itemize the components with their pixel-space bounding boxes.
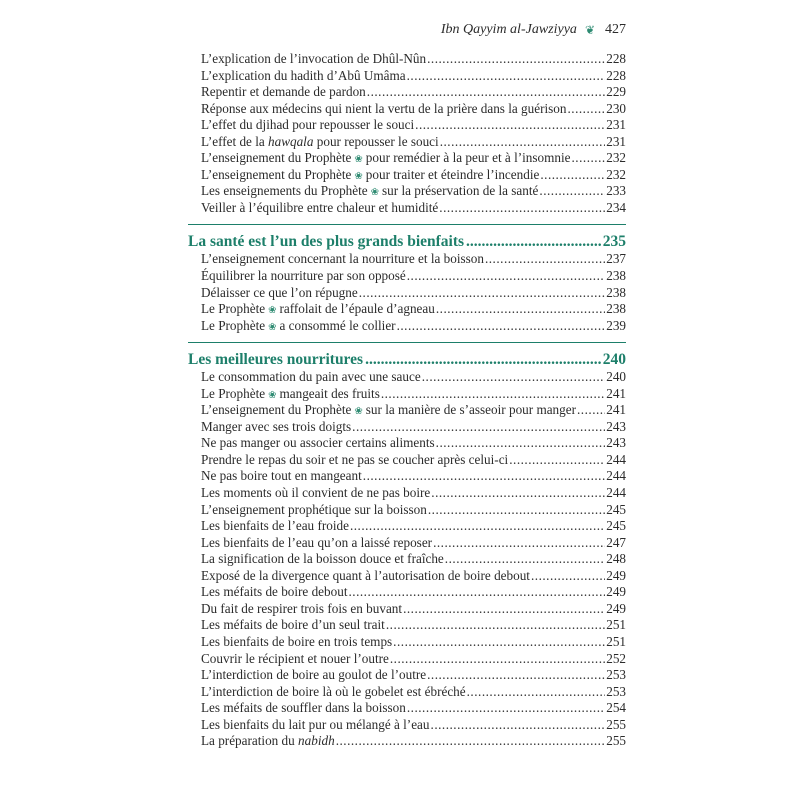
leader-dots (531, 568, 605, 585)
entry-title (201, 601, 402, 618)
entry-title (201, 584, 347, 601)
entry-page: 234 (606, 199, 626, 215)
entry-text: Les bienfaits de l’eau qu’on a laissé reposer (201, 534, 433, 550)
entry-title (201, 435, 435, 452)
entry-text: sur la manière de s’asseoir pour manger (365, 402, 576, 418)
toc-entry[interactable] (188, 402, 626, 419)
entry-text: Équilibrer la nourriture par son opposé (201, 268, 406, 284)
toc-entry[interactable] (188, 584, 626, 601)
entry-text: raffolait de l’épaule d’agneau (279, 301, 435, 317)
leader-dots (352, 419, 605, 436)
entry-text: L’explication du hadith d’Abû Umâma (201, 67, 406, 83)
leader-dots (540, 167, 605, 184)
leader-dots (350, 518, 605, 535)
entry-page: 238 (606, 268, 626, 284)
leader-dots (567, 101, 605, 118)
leader-dots (466, 232, 601, 251)
entry-title (201, 402, 576, 419)
entry-text: pour traiter et éteindre l’incendie (365, 166, 540, 182)
entry-title (201, 568, 530, 585)
entry-page: 244 (606, 485, 626, 501)
entry-text: Ne pas boire tout en mangeant (201, 468, 362, 484)
leader-dots (381, 386, 605, 403)
running-title: Ibn Qayyim al-Jawziyya (440, 22, 577, 37)
toc-entry[interactable] (188, 301, 626, 318)
honorific-glyph-icon: ❀ (268, 305, 277, 317)
leader-dots (393, 634, 605, 651)
toc-entry[interactable] (188, 183, 626, 200)
entry-page: 228 (606, 51, 626, 66)
entry-page: 230 (606, 100, 626, 116)
entry-page: 229 (606, 84, 626, 100)
toc-entry[interactable] (188, 535, 626, 552)
toc-entry[interactable] (188, 369, 626, 386)
entry-page: 253 (606, 683, 626, 699)
leader-dots (365, 350, 601, 369)
entry-page: 228 (606, 67, 626, 83)
leader-dots (467, 684, 606, 701)
leader-dots (363, 468, 605, 485)
leader-dots (431, 485, 605, 502)
leader-dots (440, 134, 606, 151)
leader-dots (422, 369, 606, 386)
toc-entry[interactable] (188, 68, 626, 85)
entry-title (201, 452, 508, 469)
leader-dots (390, 651, 605, 668)
leader-dots (433, 535, 605, 552)
entry-text: pour remédier à la peur et à l’insomnie (365, 150, 571, 166)
entry-text: Du fait de respirer trois fois en buvant (201, 600, 403, 616)
entry-text: L’explication de l’invocation de Dhûl-Nûn (201, 51, 427, 66)
toc-entry[interactable] (188, 684, 626, 701)
toc-entry[interactable] (188, 485, 626, 502)
toc-entry[interactable] (188, 700, 626, 717)
toc-entry[interactable] (188, 84, 626, 101)
entry-title (201, 634, 392, 651)
leader-dots (427, 667, 605, 684)
toc-entry[interactable] (188, 167, 626, 184)
entry-title (201, 167, 539, 184)
entry-text: L’enseignement prophétique sur la boisson (201, 501, 427, 517)
leaf-ornament-icon: ❦ (584, 22, 595, 37)
entry-text: Le Prophète (201, 301, 266, 317)
leader-dots (436, 435, 606, 452)
toc-entry[interactable] (188, 150, 626, 167)
leader-dots (485, 251, 605, 268)
entry-title (201, 386, 380, 403)
entry-title (201, 733, 335, 750)
honorific-glyph-icon: ❀ (354, 170, 363, 182)
entry-title (201, 468, 362, 485)
entry-page: 231 (606, 117, 626, 133)
entry-text: Ne pas manger ou associer certains aliments (201, 435, 435, 451)
entry-title (201, 684, 466, 701)
entry-title (201, 700, 406, 717)
entry-title (201, 101, 566, 118)
toc-group-3 (188, 369, 626, 750)
entry-text: Les bienfaits de l’eau froide (201, 518, 349, 534)
leader-dots (397, 318, 606, 335)
section-title: Les meilleures nourritures (188, 351, 364, 369)
entry-title (201, 285, 358, 302)
entry-title (201, 485, 430, 502)
leader-dots (367, 84, 605, 101)
entry-text: a consommé le collier (279, 317, 396, 333)
entry-page: 245 (606, 518, 626, 534)
entry-page: 251 (606, 617, 626, 633)
toc-entry[interactable] (188, 101, 626, 118)
entry-text: Le Prophète (201, 317, 266, 333)
entry-text: Les bienfaits du lait pur ou mélangé à l’eau (201, 716, 430, 732)
leader-dots (539, 183, 605, 200)
entry-text: L’enseignement du Prophète (201, 150, 352, 166)
toc-entry[interactable] (188, 251, 626, 268)
entry-title (201, 535, 432, 552)
leader-dots (439, 200, 605, 217)
entry-page: 233 (606, 183, 626, 199)
entry-page: 253 (606, 667, 626, 683)
toc-group-2 (188, 251, 626, 334)
entry-text: Le consommation du pain avec une sauce (201, 369, 421, 385)
toc-entry[interactable] (188, 134, 626, 151)
honorific-glyph-icon: ❀ (268, 389, 277, 401)
entry-text: mangeait des fruits (279, 385, 380, 401)
entry-text: Les méfaits de souffler dans la boisson (201, 700, 406, 716)
leader-dots (427, 51, 605, 68)
spacer (188, 216, 626, 224)
entry-text: L’interdiction de boire là où le gobelet est ébréché (201, 683, 466, 699)
entry-page: 239 (606, 317, 626, 333)
leader-dots (431, 717, 606, 734)
entry-page: 231 (606, 133, 626, 149)
entry-page: 237 (606, 251, 626, 267)
entry-text: Manger avec ses trois doigts (201, 418, 352, 434)
entry-title (201, 268, 406, 285)
entry-title (201, 68, 406, 85)
toc-entry[interactable] (188, 435, 626, 452)
spacer (188, 334, 626, 342)
entry-text: Les méfaits de boire debout (201, 584, 348, 600)
toc-entry[interactable] (188, 502, 626, 519)
entry-text: Réponse aux médecins qui nient la vertu de la prière dans la guérison (201, 100, 567, 116)
leader-dots (407, 268, 606, 285)
entry-text: Les moments où il convient de ne pas boire (201, 485, 431, 501)
entry-page: 232 (606, 150, 626, 166)
honorific-glyph-icon: ❀ (354, 154, 363, 166)
leader-dots (407, 68, 606, 85)
entry-italic-term: hawqala (268, 133, 314, 149)
entry-text: L’enseignement du Prophète (201, 402, 352, 418)
entry-page: 244 (606, 451, 626, 467)
entry-text: Le Prophète (201, 385, 266, 401)
entry-title (201, 134, 439, 151)
entry-text: Délaisser ce que l’on répugne (201, 284, 358, 300)
toc-entry[interactable] (188, 51, 626, 68)
leader-dots (403, 601, 605, 618)
leader-dots (359, 285, 606, 302)
entry-text: sur la préservation de la santé (382, 183, 539, 199)
leader-dots (428, 502, 605, 519)
toc-entry[interactable] (188, 651, 626, 668)
running-header (440, 19, 626, 41)
entry-page: 245 (606, 501, 626, 517)
entry-text: Exposé de la divergence quant à l’autorisation de boire debout (201, 567, 530, 583)
entry-text: L’effet de la (201, 133, 269, 149)
entry-title (201, 183, 538, 200)
section-page: 240 (602, 351, 626, 369)
entry-title (201, 51, 426, 68)
leader-dots (348, 584, 605, 601)
entry-text: Les bienfaits de boire en trois temps (201, 633, 393, 649)
toc-entry[interactable] (188, 634, 626, 651)
entry-title (201, 419, 351, 436)
entry-page: 248 (606, 551, 626, 567)
toc-entry[interactable] (188, 268, 626, 285)
leader-dots (509, 452, 605, 469)
section-page: 235 (602, 233, 626, 251)
entry-title (201, 617, 385, 634)
entry-page: 240 (606, 369, 626, 385)
toc-entry[interactable] (188, 386, 626, 403)
honorific-glyph-icon: ❀ (268, 321, 277, 333)
entry-page: 249 (606, 567, 626, 583)
entry-page: 243 (606, 435, 626, 451)
table-of-contents (188, 51, 626, 750)
toc-entry[interactable] (188, 617, 626, 634)
leader-dots (572, 150, 606, 167)
entry-text: Les enseignements du Prophète (201, 183, 368, 199)
leader-dots (336, 733, 606, 750)
toc-entry[interactable] (188, 117, 626, 134)
entry-page: 249 (606, 584, 626, 600)
toc-entry[interactable] (188, 667, 626, 684)
entry-title (201, 150, 571, 167)
entry-page: 247 (606, 534, 626, 550)
toc-entry[interactable] (188, 452, 626, 469)
entry-title (201, 117, 414, 134)
entry-page: 241 (606, 402, 626, 418)
page-number: 427 (605, 22, 626, 37)
entry-text: L’interdiction de boire au goulot de l’outre (201, 667, 427, 683)
toc-entry[interactable] (188, 200, 626, 217)
entry-text: La préparation du (201, 733, 299, 749)
entry-page: 254 (606, 700, 626, 716)
entry-title (201, 301, 435, 318)
leader-dots (445, 551, 605, 568)
toc-entry[interactable] (188, 551, 626, 568)
entry-text: L’enseignement du Prophète (201, 166, 352, 182)
toc-entry[interactable] (188, 285, 626, 302)
entry-italic-term: nabidh (298, 733, 335, 749)
entry-page: 232 (606, 166, 626, 182)
leader-dots (436, 301, 605, 318)
entry-page: 249 (606, 600, 626, 616)
toc-entry[interactable] (188, 419, 626, 436)
toc-entry[interactable] (188, 318, 626, 335)
entry-title (201, 551, 444, 568)
entry-page: 251 (606, 633, 626, 649)
entry-title (201, 251, 484, 268)
toc-entry[interactable] (188, 568, 626, 585)
entry-text: La signification de la boisson douce et fraîche (201, 551, 444, 567)
entry-page: 241 (606, 385, 626, 401)
entry-page: 238 (606, 284, 626, 300)
entry-title (201, 84, 366, 101)
entry-text: pour repousser le souci (313, 133, 439, 149)
toc-entry[interactable] (188, 468, 626, 485)
entry-text: Prendre le repas du soir et ne pas se coucher après celui-ci (201, 451, 509, 467)
entry-page: 255 (606, 716, 626, 732)
entry-title (201, 651, 389, 668)
entry-title (201, 518, 349, 535)
entry-page: 243 (606, 418, 626, 434)
honorific-glyph-icon: ❀ (370, 187, 380, 199)
entry-title (201, 369, 421, 386)
toc-entry[interactable] (188, 518, 626, 535)
entry-page: 244 (606, 468, 626, 484)
entry-page: 255 (606, 733, 626, 749)
leader-dots (415, 117, 605, 134)
toc-section-heading[interactable] (188, 224, 626, 251)
entry-title (201, 318, 396, 335)
honorific-glyph-icon: ❀ (354, 406, 363, 418)
toc-entry[interactable] (188, 717, 626, 734)
entry-text: Veiller à l’équilibre entre chaleur et humidité (201, 199, 439, 215)
toc-entry[interactable] (188, 601, 626, 618)
section-title: La santé est l’un des plus grands bienfaits (188, 233, 465, 251)
toc-entry[interactable] (188, 733, 626, 750)
toc-group-1 (188, 51, 626, 216)
entry-text: Les méfaits de boire d’un seul trait (201, 617, 385, 633)
entry-text: Couvrir le récipient et nouer l’outre (201, 650, 389, 666)
entry-title (201, 502, 427, 519)
leader-dots (577, 402, 605, 419)
entry-page: 252 (606, 650, 626, 666)
entry-title (201, 667, 426, 684)
leader-dots (386, 617, 605, 634)
entry-page: 238 (606, 301, 626, 317)
entry-title (201, 717, 430, 734)
toc-section-heading[interactable] (188, 342, 626, 369)
entry-text: L’enseignement concernant la nourriture et la boisson (201, 251, 484, 267)
entry-text: L’effet du djihad pour repousser le souci (201, 117, 415, 133)
entry-text: Repentir et demande de pardon (201, 84, 366, 100)
entry-title (201, 200, 438, 217)
leader-dots (407, 700, 605, 717)
